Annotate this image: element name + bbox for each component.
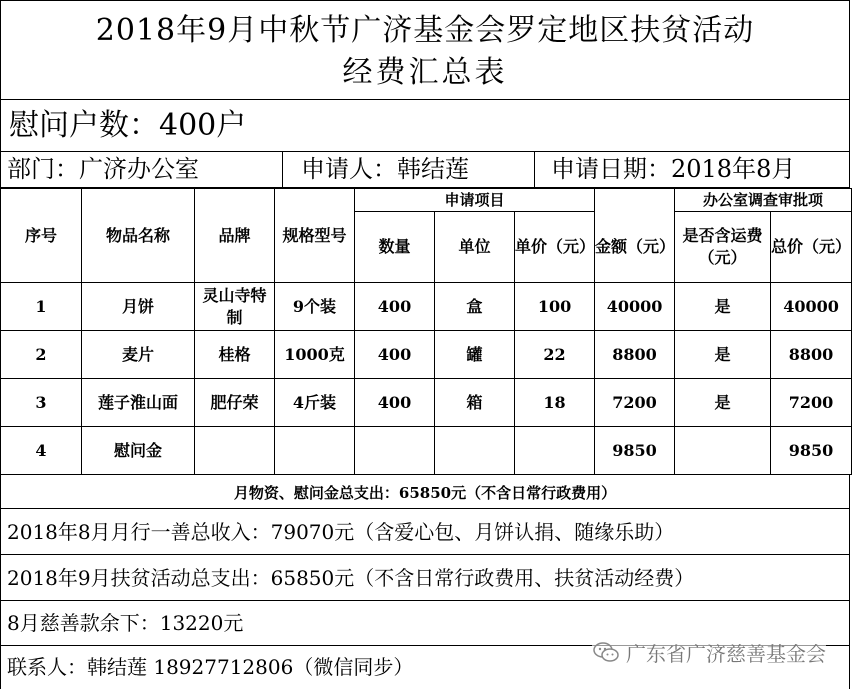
title-line-2: 经费汇总表 bbox=[342, 55, 508, 90]
header-seq: 序号 bbox=[1, 189, 82, 283]
cell-total-price: 8800 bbox=[771, 331, 852, 379]
cell-brand bbox=[195, 427, 275, 475]
cell-amount: 9850 bbox=[595, 427, 675, 475]
cell-quantity: 400 bbox=[355, 283, 435, 331]
cell-spec: 9个装 bbox=[275, 283, 355, 331]
cell-seq: 3 bbox=[1, 379, 82, 427]
cell-brand: 桂格 bbox=[195, 331, 275, 379]
cell-item-name: 月饼 bbox=[82, 283, 195, 331]
cell-amount: 8800 bbox=[595, 331, 675, 379]
apply-date: 申请日期：2018年8月 bbox=[551, 155, 796, 183]
income-summary: 2018年8月月行一善总收入：79070元（含爱心包、月饼认捐、随缘乐助） bbox=[0, 509, 850, 555]
cell-unit-price: 18 bbox=[515, 379, 595, 427]
cell-spec: 4斤装 bbox=[275, 379, 355, 427]
cell-freight: 是 bbox=[675, 379, 771, 427]
cell-quantity bbox=[355, 427, 435, 475]
watermark-text: 广东省广济慈善基金会 bbox=[626, 641, 826, 666]
contact-info: 联系人：韩结莲 18927712806（微信同步） bbox=[0, 646, 850, 689]
cell-spec bbox=[275, 427, 355, 475]
sheet-title bbox=[0, 0, 850, 100]
cell-amount: 40000 bbox=[595, 283, 675, 331]
table-row bbox=[1, 331, 852, 379]
header-brand: 品牌 bbox=[195, 189, 275, 283]
info-row bbox=[0, 152, 850, 188]
cell-freight bbox=[675, 427, 771, 475]
cell-brand: 肥仔荣 bbox=[195, 379, 275, 427]
header-unit: 单位 bbox=[435, 212, 515, 283]
households-count: 慰问户数：400户 bbox=[0, 100, 850, 152]
group-header-row bbox=[1, 189, 852, 212]
items-table bbox=[0, 188, 852, 475]
cell-freight: 是 bbox=[675, 283, 771, 331]
table-row bbox=[1, 283, 852, 331]
header-freight: 是否含运费（元） bbox=[675, 212, 771, 283]
department: 部门：广济办公室 bbox=[1, 152, 283, 187]
cell-seq: 2 bbox=[1, 331, 82, 379]
header-quantity: 数量 bbox=[355, 212, 435, 283]
cell-seq: 4 bbox=[1, 427, 82, 475]
header-total-price: 总价（元） bbox=[771, 212, 852, 283]
cell-total-price: 9850 bbox=[771, 427, 852, 475]
poverty-expense-summary: 2018年9月扶贫活动总支出：65850元（不含日常行政费用、扶贫活动经费） bbox=[0, 555, 850, 601]
header-item-name: 物品名称 bbox=[82, 189, 195, 283]
header-amount: 金额（元） bbox=[595, 212, 675, 283]
cell-total-price: 40000 bbox=[771, 283, 852, 331]
cell-seq: 1 bbox=[1, 283, 82, 331]
table-row bbox=[1, 427, 852, 475]
expense-summary: 月物资、慰问金总支出：65850元（不含日常行政费用） bbox=[0, 475, 850, 509]
applicant: 申请人：韩结莲 bbox=[283, 152, 535, 187]
header-unit-price: 单价（元） bbox=[515, 212, 595, 283]
cell-freight: 是 bbox=[675, 331, 771, 379]
cell-unit: 箱 bbox=[435, 379, 515, 427]
cell-quantity: 400 bbox=[355, 331, 435, 379]
cell-unit-price bbox=[515, 427, 595, 475]
cell-unit bbox=[435, 427, 515, 475]
cell-unit: 盒 bbox=[435, 283, 515, 331]
cell-quantity: 400 bbox=[355, 379, 435, 427]
cell-total-price: 7200 bbox=[771, 379, 852, 427]
cell-item-name: 慰问金 bbox=[82, 427, 195, 475]
watermark bbox=[592, 638, 826, 666]
cell-spec: 1000克 bbox=[275, 331, 355, 379]
cell-unit-price: 22 bbox=[515, 331, 595, 379]
header-spec: 规格型号 bbox=[275, 189, 355, 283]
title-line-1: 2018年9月中秋节广济基金会罗定地区扶贫活动 bbox=[95, 13, 755, 48]
header-apply-items: 申请项目 bbox=[355, 189, 595, 212]
cell-brand: 灵山寺特制 bbox=[195, 283, 275, 331]
cell-unit: 罐 bbox=[435, 331, 515, 379]
balance-summary: 8月慈善款余下：13220元 bbox=[0, 601, 850, 646]
wechat-icon bbox=[592, 641, 620, 663]
table-row bbox=[1, 379, 852, 427]
cell-amount: 7200 bbox=[595, 379, 675, 427]
header-office-review: 办公室调查审批项 bbox=[675, 189, 852, 212]
cell-item-name: 莲子淮山面 bbox=[82, 379, 195, 427]
cell-item-name: 麦片 bbox=[82, 331, 195, 379]
cell-unit-price: 100 bbox=[515, 283, 595, 331]
